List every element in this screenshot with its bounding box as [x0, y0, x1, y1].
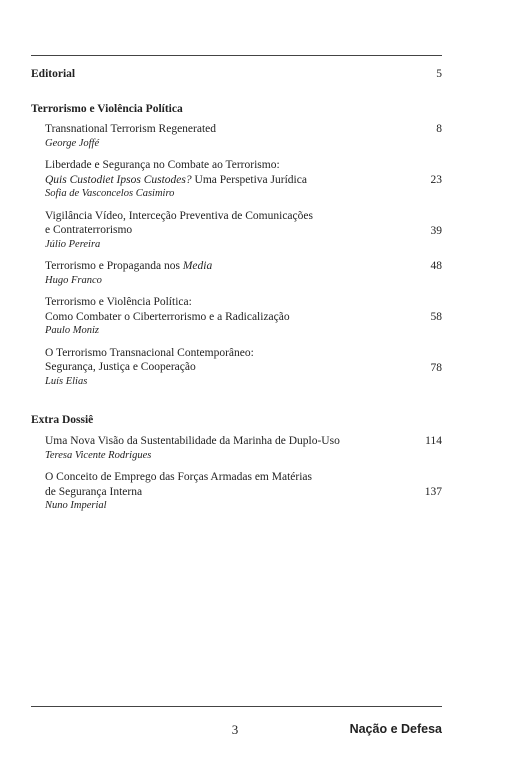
footer-journal-title: Nação e Defesa: [349, 722, 442, 736]
entry-page: 48: [430, 260, 442, 272]
entry-author: Sofia de Vasconcelos Casimiro: [45, 188, 175, 199]
entry-title-line1: Liberdade e Segurança no Combate ao Terrorismo:: [45, 159, 280, 171]
bottom-rule: [31, 706, 442, 707]
entry-page: 137: [424, 486, 442, 498]
entry-page: 58: [430, 311, 442, 323]
entry-title-line1: O Conceito de Emprego das Forças Armadas em Matérias: [45, 471, 312, 483]
top-rule: [31, 55, 442, 56]
entry-title-line2: de Segurança Interna: [45, 485, 143, 498]
editorial-page: 5: [436, 68, 442, 80]
entry-title-line2: Como Combater o Ciberterrorismo e a Radicalização: [45, 310, 290, 323]
entry-page: 114: [425, 435, 442, 447]
toc-entry[interactable]: [31, 122, 442, 150]
section-title-terrorismo: Terrorismo e Violência Política: [31, 103, 183, 115]
entry-title-line2: e Contraterrorismo: [45, 224, 133, 236]
entry-title-line2: [45, 173, 395, 188]
entry-title-line1: O Terrorismo Transnacional Contemporâneo:: [45, 346, 254, 359]
entry-title-line2: Segurança, Justiça e Cooperação: [45, 361, 196, 373]
toc-entry[interactable]: [31, 158, 442, 201]
toc-entry[interactable]: [31, 346, 442, 389]
entry-title-italic: Media: [182, 260, 213, 272]
entry-page: 8: [436, 123, 442, 135]
editorial-label: Editorial: [31, 68, 76, 80]
entry-author: Paulo Moniz: [45, 325, 99, 336]
toc-entry[interactable]: [31, 209, 442, 252]
toc-entry[interactable]: [31, 295, 442, 338]
entry-title-rest: Uma Perspetiva Jurídica: [191, 173, 307, 186]
entry-author: Teresa Vicente Rodrigues: [45, 449, 152, 461]
entry-title-prefix: Terrorismo e Propaganda nos: [45, 260, 183, 272]
footer-page-number: 3: [231, 722, 239, 737]
toc-entry[interactable]: [31, 259, 442, 287]
entry-author: Hugo Franco: [45, 274, 102, 286]
toc-entry[interactable]: [31, 434, 442, 462]
entry-title-italic: Quis Custodiet Ipsos Custodes?: [45, 173, 192, 186]
entry-page: 78: [430, 361, 442, 374]
entry-author: George Joffé: [45, 137, 100, 149]
entry-title: [45, 259, 395, 274]
entry-title-line1: Terrorismo e Violência Política:: [45, 296, 192, 308]
entry-page: 23: [430, 174, 442, 186]
entry-title: Transnational Terrorism Regenerated: [45, 123, 217, 135]
entry-title-line1: Vigilância Vídeo, Interceção Preventiva de Comunicações: [45, 209, 313, 222]
entry-author: Júlio Pereira: [45, 238, 101, 250]
entry-author: Nuno Imperial: [45, 500, 107, 511]
editorial-entry[interactable]: [31, 66, 442, 82]
table-of-contents: [31, 66, 442, 521]
section-title-extra-dossie: Extra Dossiê: [31, 414, 94, 426]
toc-entry[interactable]: [31, 470, 442, 513]
entry-author: Luís Elias: [45, 375, 88, 387]
entry-page: 39: [430, 224, 442, 237]
entry-title: Uma Nova Visão da Sustentabilidade da Marinha de Duplo-Uso: [45, 435, 340, 447]
